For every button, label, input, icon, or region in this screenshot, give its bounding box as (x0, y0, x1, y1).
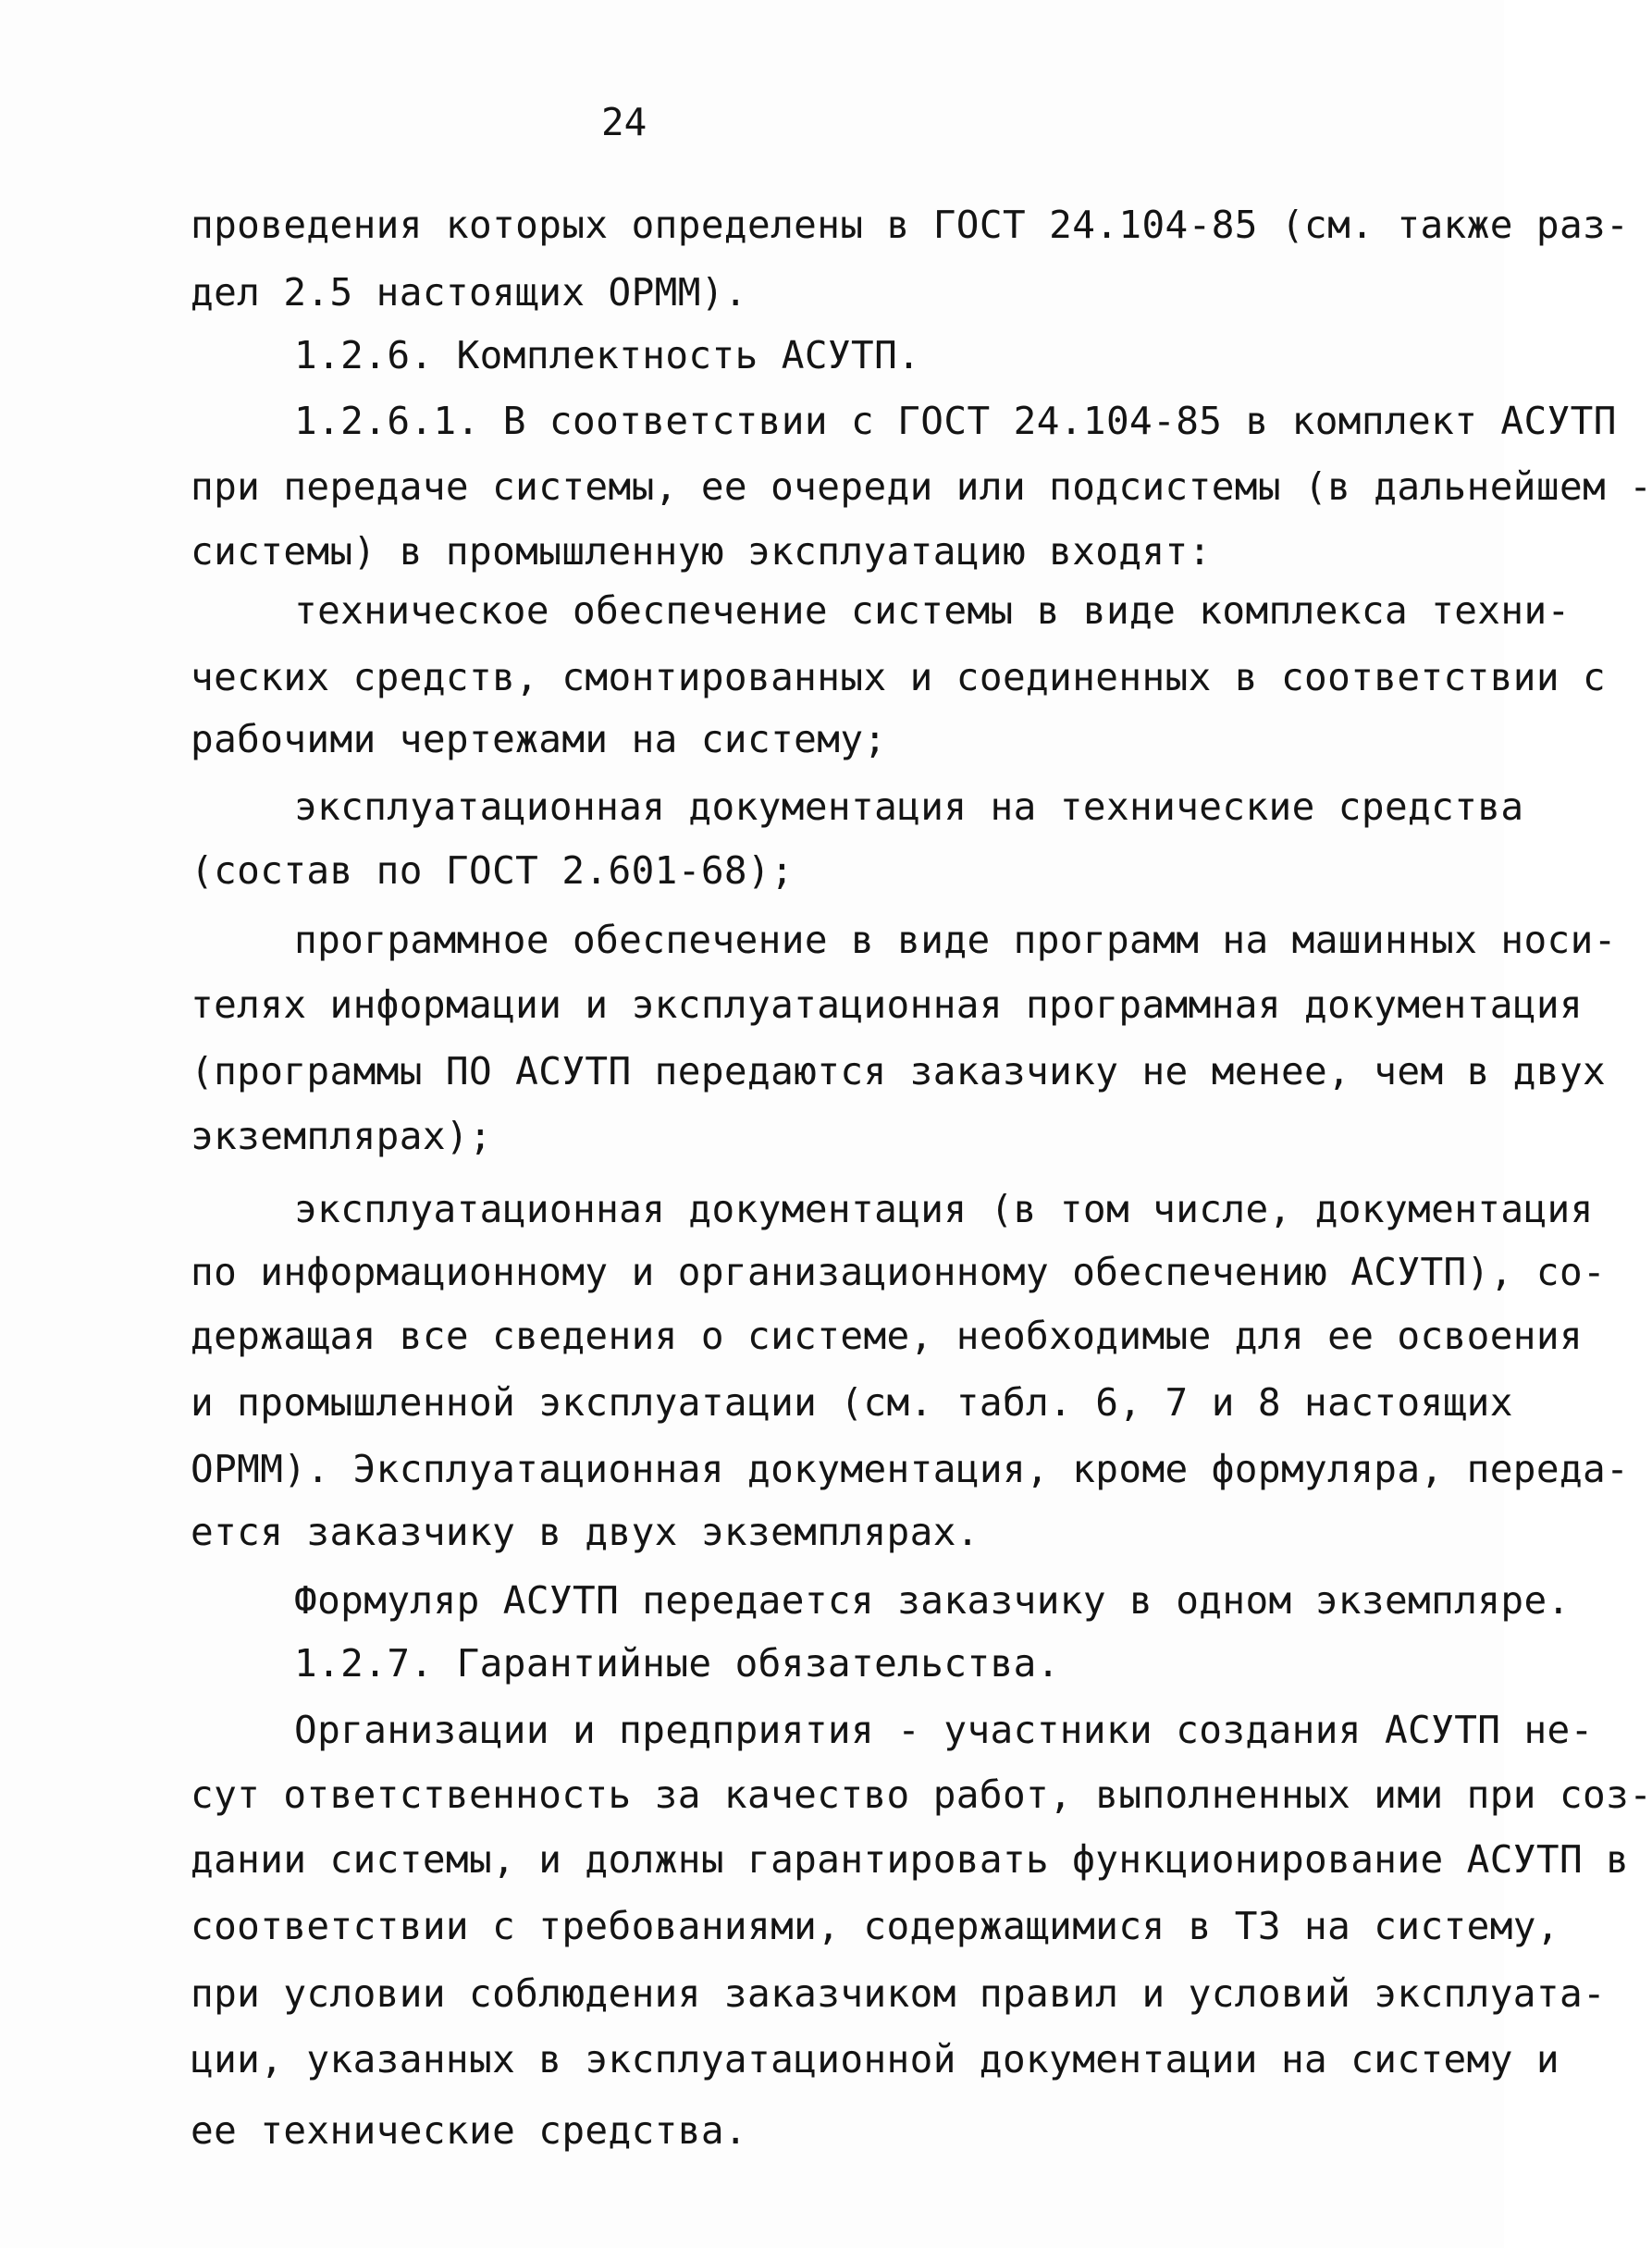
text-line: и промышленной эксплуатации (см. табл. 6, 7 и 8 настоящих (191, 1380, 1513, 1425)
text-line: ее технические средства. (191, 2108, 748, 2153)
text-line: при условии соблюдения заказчиком правил и условий эксплуата- (191, 1971, 1607, 2016)
text-line: Формуляр АСУТП передается заказчику в одном экземпляре. (294, 1578, 1571, 1623)
text-line: держащая все сведения о системе, необходимые для ее освоения (191, 1314, 1584, 1358)
text-line: при передаче системы, ее очереди или подсистемы (в дальнейшем - (191, 464, 1652, 509)
text-line: системы) в промышленную эксплуатацию входят: (191, 529, 1212, 574)
text-line: эксплуатационная документация (в том числе, документация (294, 1187, 1594, 1231)
text-line: соответствии с требованиями, содержащимися в ТЗ на систему, (191, 1904, 1560, 1948)
text-line: ции, указанных в эксплуатационной документации на систему и (191, 2037, 1560, 2081)
text-line: сут ответственность за качество работ, выполненных ими при соз- (191, 1772, 1652, 1817)
text-line: ОРММ). Эксплуатационная документация, кроме формуляра, переда- (191, 1447, 1630, 1491)
text-line: программное обеспечение в виде программ на машинных носи- (294, 918, 1617, 962)
text-line: (состав по ГОСТ 2.601-68); (191, 848, 795, 893)
text-line: 1.2.6.1. В соответствии с ГОСТ 24.104-85 в комплект АСУТП (294, 399, 1617, 443)
text-line: ется заказчику в двух экземплярах. (191, 1510, 980, 1554)
text-line: дел 2.5 настоящих ОРММ). (191, 270, 748, 315)
text-line: Организации и предприятия - участники создания АСУТП не- (294, 1708, 1594, 1752)
text-line: (программы ПО АСУТП передаются заказчику не менее, чем в двух (191, 1049, 1607, 1093)
text-line: эксплуатационная документация на технические средства (294, 784, 1524, 829)
text-line: техническое обеспечение системы в виде комплекса техни- (294, 588, 1571, 633)
section-heading: 1.2.7. Гарантийные обязательства. (294, 1641, 1060, 1686)
text-line: дании системы, и должны гарантировать функционирование АСУТП в (191, 1837, 1630, 1882)
text-line: рабочими чертежами на систему; (191, 717, 887, 761)
text-line: по информационному и организационному обеспечению АСУТП), со- (191, 1250, 1607, 1294)
text-line: проведения которых определены в ГОСТ 24.104-85 (см. также раз- (191, 203, 1630, 247)
text-line: экземплярах); (191, 1114, 493, 1158)
page-number: 24 (601, 100, 647, 144)
text-line: телях информации и эксплуатационная программная документация (191, 982, 1584, 1027)
section-heading: 1.2.6. Комплектность АСУТП. (294, 333, 921, 377)
text-line: ческих средств, смонтированных и соединенных в соответствии с (191, 655, 1607, 699)
